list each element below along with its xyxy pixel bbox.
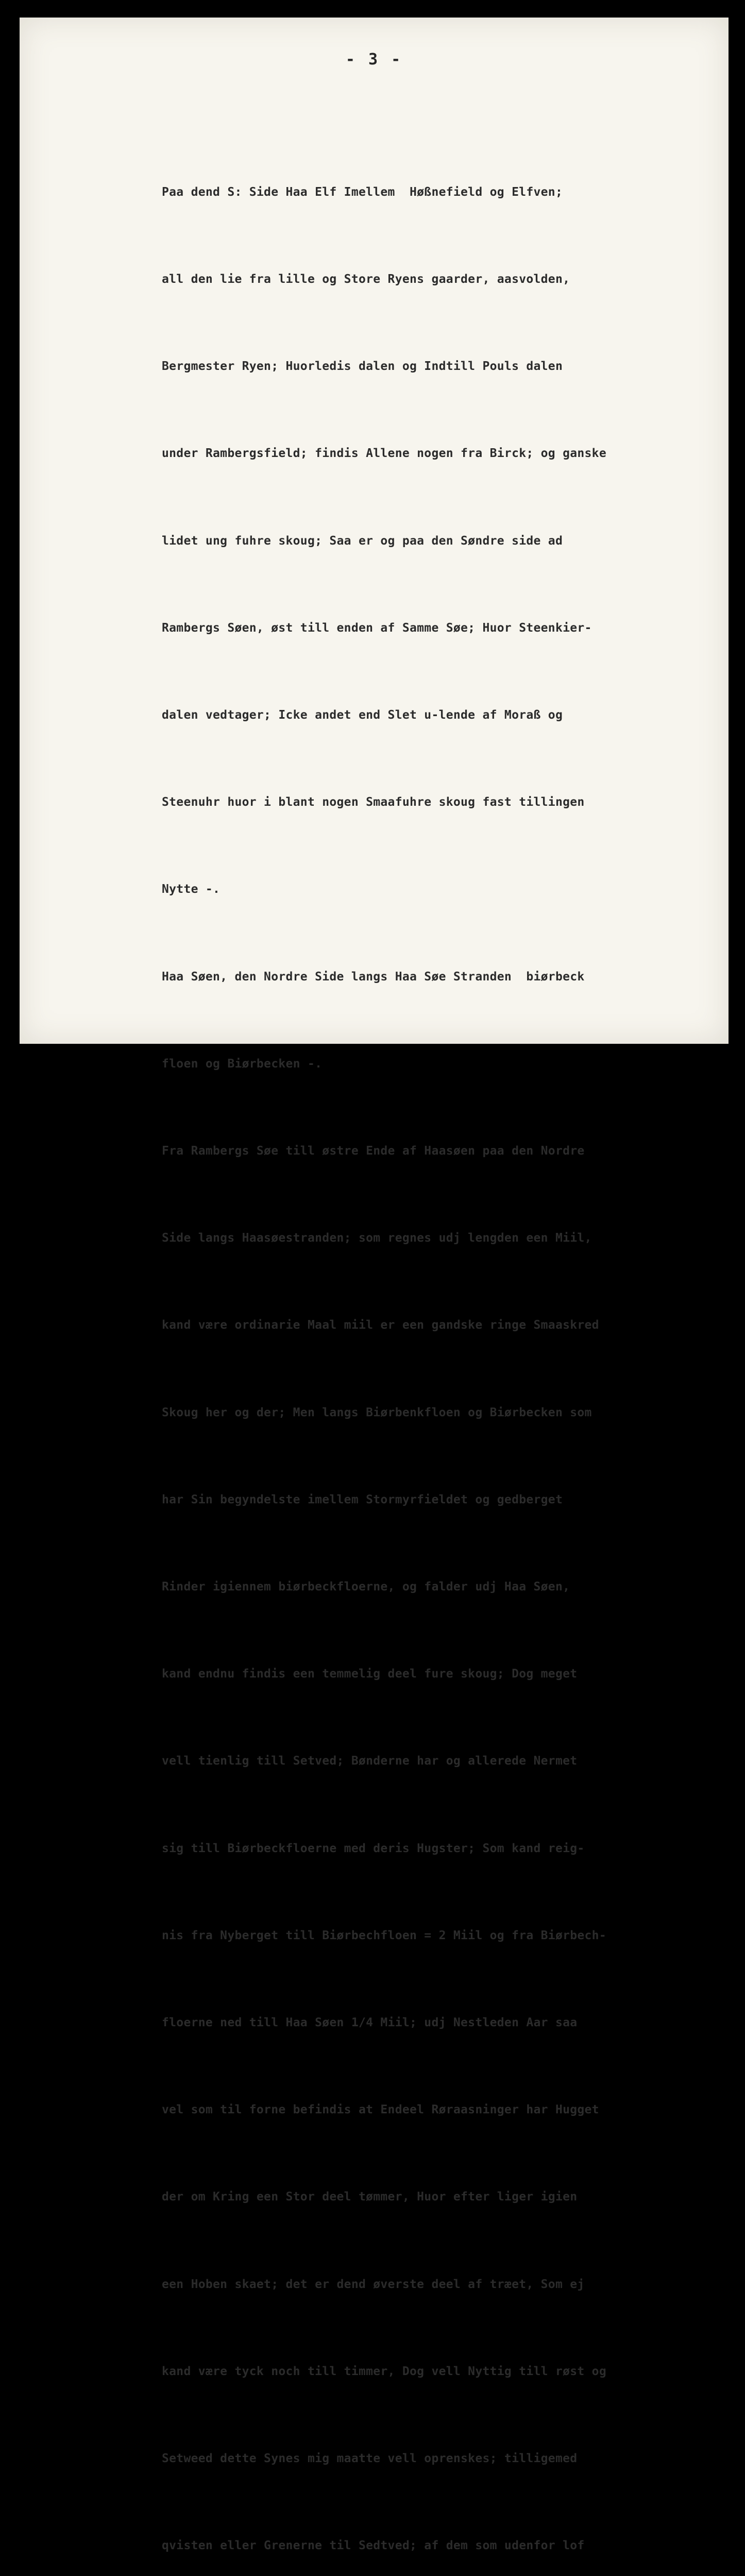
text-line: vel som til forne befindis at Endeel Røraasninger har Hugget: [162, 2103, 599, 2117]
text-line: Fra Rambergs Søe till østre Ende af Haasøen paa den Nordre: [162, 1144, 585, 1158]
text-line: floerne ned till Haa Søen 1/4 Miil; udj Nestleden Aar saa: [162, 2016, 578, 2030]
text-line: lidet ung fuhre skoug; Saa er og paa den Søndre side ad: [162, 534, 563, 548]
text-line: kand være ordinarie Maal miil er een gandske ringe Smaaskred: [162, 1318, 599, 1332]
text-line: har Sin begyndelste imellem Stormyrfieldet og gedberget: [162, 1493, 563, 1506]
text-line: Nytte -.: [162, 883, 221, 896]
text-line: Haa Søen, den Nordre Side langs Haa Søe Stranden biørbeck: [162, 970, 585, 984]
body-text: [162, 120, 708, 2576]
text-line: vell tienlig till Setved; Bønderne har og allerede Nermet: [162, 1754, 578, 1768]
text-line: Rinder igiennem biørbeckfloerne, og falder udj Haa Søen,: [162, 1580, 570, 1594]
text-line: qvisten eller Grenerne til Sedtved; af dem som udenfor lof: [162, 2539, 585, 2553]
document-page: [20, 18, 729, 2553]
text-line: Bergmester Ryen; Huorledis dalen og Indtill Pouls dalen: [162, 360, 563, 374]
text-line: under Rambergsfield; findis Allene nogen fra Birck; og ganske: [162, 447, 606, 461]
text-line: nis fra Nyberget till Biørbechfloen = 2 Miil og fra Biørbech-: [162, 1928, 606, 1942]
text-line: all den lie fra lille og Store Ryens gaarder, aasvolden,: [162, 273, 570, 286]
text-line: Steenuhr huor i blant nogen Smaafuhre skoug fast tillingen: [162, 795, 585, 809]
text-line: der om Kring een Stor deel tømmer, Huor efter liger igien: [162, 2190, 578, 2204]
text-line: floen og Biørbecken -.: [162, 1057, 323, 1071]
text-line: Setweed dette Synes mig maatte vell oprenskes; tilligemed: [162, 2452, 578, 2466]
text-line: Paa dend S: Side Haa Elf Imellem Høßnefield og Elfven;: [162, 185, 563, 199]
text-line: Rambergs Søen, øst till enden af Samme Søe; Huor Steenkier-: [162, 621, 592, 635]
text-line: sig till Biørbeckfloerne med deris Hugster; Som kand reig-: [162, 1841, 585, 1855]
text-line: kand være tyck noch till timmer, Dog vell Nyttig till røst og: [162, 2364, 606, 2378]
text-line: een Hoben skaet; det er dend øverste deel af træet, Som ej: [162, 2277, 585, 2291]
text-line: dalen vedtager; Icke andet end Slet u-lende af Moraß og: [162, 708, 563, 722]
text-line: kand endnu findis een temmelig deel fure skoug; Dog meget: [162, 1667, 578, 1681]
text-line: Skoug her og der; Men langs Biørbenkfloen og Biørbecken som: [162, 1405, 592, 1419]
page-number: - 3 -: [345, 50, 403, 69]
text-line: Side langs Haasøestranden; som regnes udj lengden een Miil,: [162, 1231, 592, 1245]
